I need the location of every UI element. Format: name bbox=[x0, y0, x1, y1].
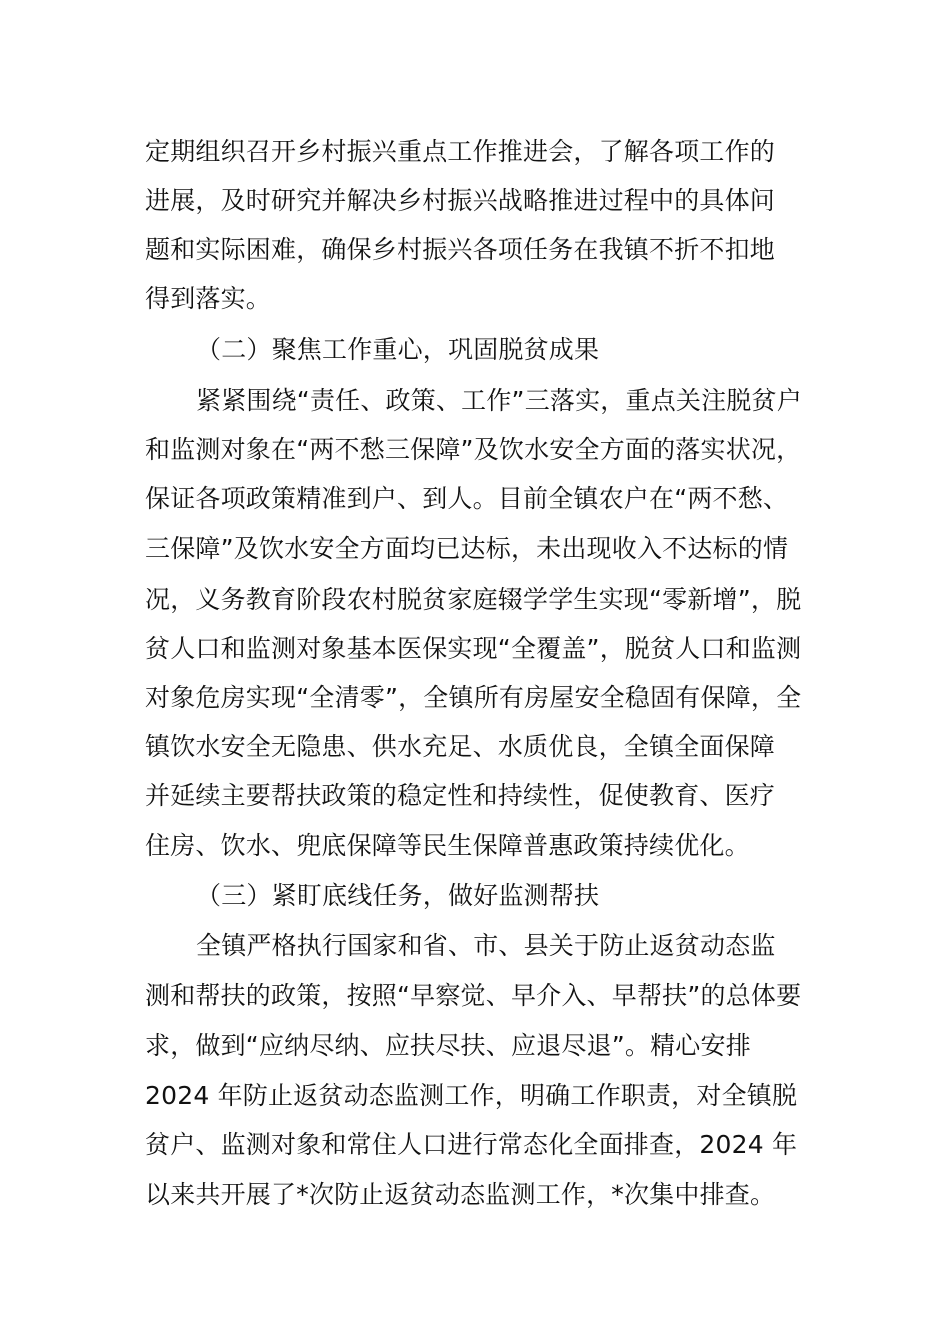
body-text-line: 2024 年防止返贫动态监测工作，明确工作职责，对全镇脱 bbox=[145, 1081, 798, 1110]
body-text-line: 进展，及时研究并解决乡村振兴战略推进过程中的具体问 bbox=[145, 186, 776, 215]
body-text-line: 全镇严格执行国家和省、市、县关于防止返贫动态监 bbox=[196, 931, 776, 960]
body-text-line: 定期组织召开乡村振兴重点工作推进会，了解各项工作的 bbox=[145, 137, 776, 166]
body-text-line: 况，义务教育阶段农村脱贫家庭辍学学生实现“零新增”，脱 bbox=[145, 585, 802, 614]
body-text-line: 贫人口和监测对象基本医保实现“全覆盖”，脱贫人口和监测 bbox=[145, 634, 802, 663]
body-text-line: 紧紧围绕“责任、政策、工作”三落实，重点关注脱贫户 bbox=[196, 386, 802, 415]
body-text-line: 题和实际困难，确保乡村振兴各项任务在我镇不折不扣地 bbox=[145, 235, 776, 264]
body-text-line: 对象危房实现“全清零”，全镇所有房屋安全稳固有保障，全 bbox=[145, 683, 802, 712]
section-heading: （二）聚焦工作重心，巩固脱贫成果 bbox=[196, 335, 600, 364]
body-text-line: 求，做到“应纳尽纳、应扶尽扶、应退尽退”。精心安排 bbox=[145, 1031, 751, 1060]
body-text-line: 贫户、监测对象和常住人口进行常态化全面排查，2024 年 bbox=[145, 1130, 798, 1159]
body-text-line: 保证各项政策精准到户、到人。目前全镇农户在“两不愁、 bbox=[145, 484, 789, 513]
body-text-line: 和监测对象在“两不愁三保障”及饮水安全方面的落实状况， bbox=[145, 435, 802, 464]
body-text-line: 镇饮水安全无隐患、供水充足、水质优良，全镇全面保障 bbox=[145, 732, 776, 761]
section-heading: （三）紧盯底线任务，做好监测帮扶 bbox=[196, 881, 600, 910]
body-text-line: 测和帮扶的政策，按照“早察觉、早介入、早帮扶”的总体要 bbox=[145, 981, 802, 1010]
body-text-line: 以来共开展了*次防止返贫动态监测工作，*次集中排查。 bbox=[145, 1180, 776, 1209]
body-text-line: 得到落实。 bbox=[145, 284, 272, 313]
body-text-line: 三保障”及饮水安全方面均已达标，未出现收入不达标的情 bbox=[145, 534, 789, 563]
body-text-line: 住房、饮水、兜底保障等民生保障普惠政策持续优化。 bbox=[145, 831, 750, 860]
body-text-line: 并延续主要帮扶政策的稳定性和持续性，促使教育、医疗 bbox=[145, 781, 776, 810]
